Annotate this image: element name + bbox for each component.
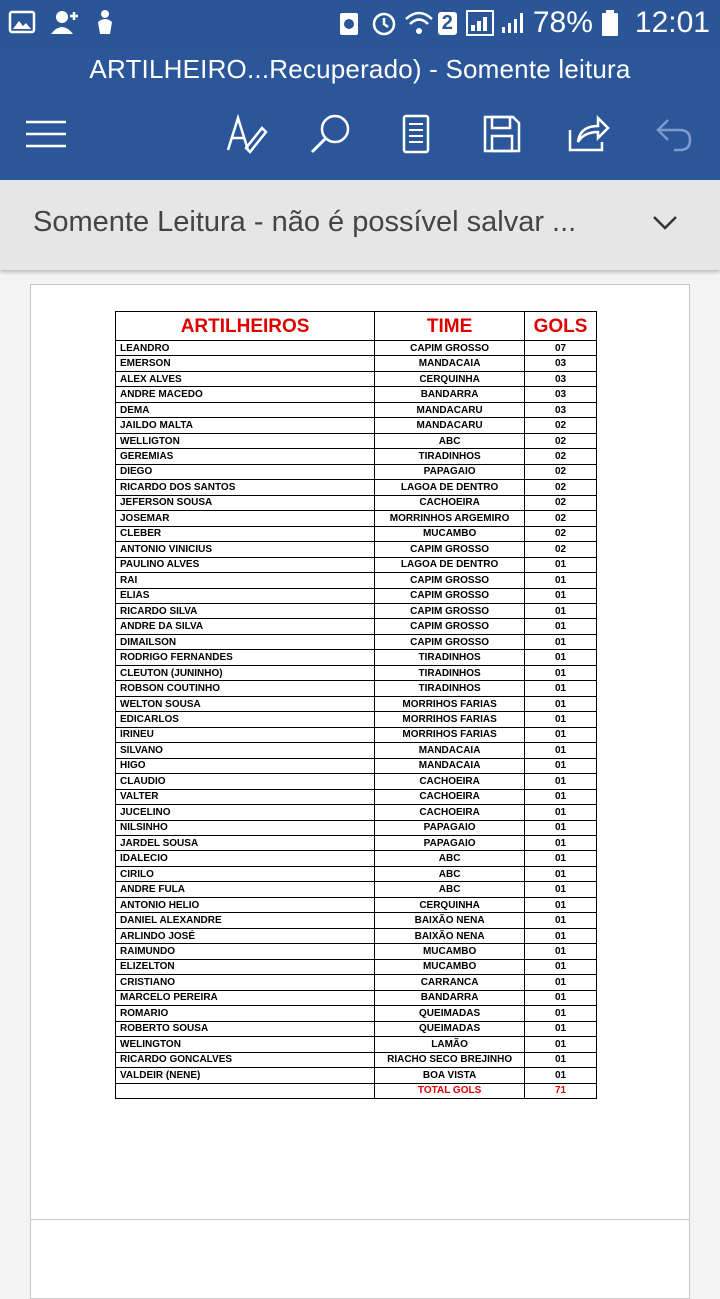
player-name: ROBSON COUTINHO [116,681,375,696]
table-row [116,990,597,1005]
table-row [116,402,597,417]
table-row [116,619,597,634]
player-name: CIRILO [116,866,375,881]
goal-count: 01 [525,1021,597,1036]
table-row [116,1052,597,1067]
player-name: DIMAILSON [116,634,375,649]
player-name: SILVANO [116,743,375,758]
table-row [116,650,597,665]
table-row [116,433,597,448]
player-name: RICARDO GONCALVES [116,1052,375,1067]
table-row [116,495,597,510]
goal-count: 01 [525,1052,597,1067]
goal-count: 01 [525,1006,597,1021]
table-row [116,665,597,680]
team-name: MUCAMBO [375,944,525,959]
table-row [116,603,597,618]
goal-count: 01 [525,897,597,912]
table-row [116,341,597,356]
table-row [116,464,597,479]
team-name: CACHOEIRA [375,495,525,510]
sim-badge: 2 [438,12,457,35]
banner-text: Somente Leitura - não é possível salvar ... [33,206,577,238]
team-name: PAPAGAIO [375,836,525,851]
player-name: PAULINO ALVES [116,557,375,572]
goal-count: 01 [525,836,597,851]
team-name: PAPAGAIO [375,464,525,479]
table-row [116,449,597,464]
team-name: LAGOA DE DENTRO [375,480,525,495]
goal-count: 02 [525,542,597,557]
document-title: ARTILHEIRO...Recuperado) - Somente leitura [89,54,631,84]
goal-count: 03 [525,387,597,402]
table-row [116,897,597,912]
goal-count: 02 [525,418,597,433]
player-name: ELIAS [116,588,375,603]
player-name: CRISTIANO [116,975,375,990]
table-row [116,1021,597,1036]
team-name: QUEIMADAS [375,1021,525,1036]
team-name: CERQUINHA [375,371,525,386]
signal-2-icon [499,9,525,37]
goal-count: 01 [525,1037,597,1052]
player-name: RODRIGO FERNANDES [116,650,375,665]
player-name: EMERSON [116,356,375,371]
table-row [116,866,597,881]
team-name: RIACHO SECO BREJINHO [375,1052,525,1067]
goal-count: 01 [525,650,597,665]
player-name: ANDRE FULA [116,882,375,897]
goal-count: 01 [525,743,597,758]
goal-count: 01 [525,928,597,943]
goal-count: 01 [525,913,597,928]
search-icon [308,112,352,156]
table-row [116,371,597,386]
player-name: ANDRE MACEDO [116,387,375,402]
player-name: CLEBER [116,526,375,541]
player-name: RICARDO DOS SANTOS [116,480,375,495]
header-scorers: ARTILHEIROS [116,312,375,341]
table-header-row [116,312,597,341]
team-name: CAPIM GROSSO [375,619,525,634]
recycle-icon [336,9,362,37]
table-row [116,975,597,990]
player-name: DANIEL ALEXANDRE [116,913,375,928]
team-name: CAPIM GROSSO [375,634,525,649]
empty-cell [116,1083,375,1098]
team-name: BAIXÃO NENA [375,928,525,943]
table-row [116,712,597,727]
table-row [116,418,597,433]
team-name: ABC [375,851,525,866]
table-row [116,727,597,742]
player-name: ANTONIO HELIO [116,897,375,912]
team-name: CACHOEIRA [375,774,525,789]
goal-count: 01 [525,696,597,711]
team-name: CAPIM GROSSO [375,341,525,356]
team-name: TIRADINHOS [375,449,525,464]
goal-count: 01 [525,820,597,835]
player-name: RICARDO SILVA [116,603,375,618]
goal-count: 01 [525,805,597,820]
goal-count: 02 [525,449,597,464]
team-name: ABC [375,882,525,897]
team-name: CAPIM GROSSO [375,603,525,618]
battery-icon [601,9,627,37]
team-name: CERQUINHA [375,897,525,912]
goal-count: 07 [525,341,597,356]
draw-button[interactable] [222,110,270,158]
undo-button[interactable] [650,110,698,158]
team-name: CACHOEIRA [375,805,525,820]
player-name: WELLIGTON [116,433,375,448]
team-name: LAGOA DE DENTRO [375,557,525,572]
player-name: LEANDRO [116,341,375,356]
usb-debug-icon [92,8,120,38]
player-name: WELTON SOUSA [116,696,375,711]
goal-count: 01 [525,990,597,1005]
table-row [116,557,597,572]
goal-count: 01 [525,588,597,603]
team-name: MANDACAIA [375,356,525,371]
team-name: MORRIHOS FARIAS [375,727,525,742]
table-row [116,542,597,557]
draw-pen-icon [224,112,268,156]
player-name: IRINEU [116,727,375,742]
team-name: BANDARRA [375,990,525,1005]
mobile-view-icon [401,114,431,154]
table-row [116,1068,597,1083]
player-name: VALDEIR (NENE) [116,1068,375,1083]
table-row [116,774,597,789]
team-name: MANDACARU [375,418,525,433]
team-name: LAMÃO [375,1037,525,1052]
table-row [116,356,597,371]
goal-count: 01 [525,665,597,680]
scorers-table [115,311,597,1099]
player-name: ANTONIO VINICIUS [116,542,375,557]
player-name: JOSEMAR [116,511,375,526]
player-name: JUCELINO [116,805,375,820]
team-name: CAPIM GROSSO [375,542,525,557]
player-name: RAI [116,573,375,588]
player-name: GEREMIAS [116,449,375,464]
table-row [116,1037,597,1052]
table-row [116,634,597,649]
goal-count: 02 [525,464,597,479]
player-name: ANDRE DA SILVA [116,619,375,634]
player-name: HIGO [116,758,375,773]
table-row [116,789,597,804]
table-row [116,480,597,495]
goal-count: 01 [525,758,597,773]
player-name: JARDEL SOUSA [116,836,375,851]
team-name: TIRADINHOS [375,650,525,665]
goal-count: 01 [525,975,597,990]
player-name: JEFERSON SOUSA [116,495,375,510]
gallery-icon [8,8,36,38]
battery-percent: 78% [532,6,593,39]
player-name: JAILDO MALTA [116,418,375,433]
total-label: TOTAL GOLS [375,1083,525,1098]
player-name: ROMARIO [116,1006,375,1021]
team-name: BANDARRA [375,387,525,402]
table-row [116,681,597,696]
team-name: BOA VISTA [375,1068,525,1083]
goal-count: 01 [525,959,597,974]
save-icon [482,114,522,154]
goal-count: 01 [525,866,597,881]
player-name: ELIZELTON [116,959,375,974]
table-row [116,882,597,897]
team-name: QUEIMADAS [375,1006,525,1021]
player-name: RAIMUNDO [116,944,375,959]
table-row [116,820,597,835]
goal-count: 01 [525,712,597,727]
table-row [116,913,597,928]
team-name: MANDACAIA [375,758,525,773]
table-row [116,928,597,943]
document-page-next [30,1219,690,1299]
goal-count: 01 [525,882,597,897]
wifi-icon [404,9,430,37]
table-row [116,696,597,711]
player-name: ROBERTO SOUSA [116,1021,375,1036]
goal-count: 01 [525,619,597,634]
team-name: MORRINHOS ARGEMIRO [375,511,525,526]
team-name: CAPIM GROSSO [375,573,525,588]
team-name: TIRADINHOS [375,681,525,696]
team-name: CARRANCA [375,975,525,990]
goal-count: 02 [525,480,597,495]
team-name: ABC [375,433,525,448]
undo-icon [654,114,694,154]
save-button[interactable] [478,110,526,158]
goal-count: 03 [525,371,597,386]
player-name: VALTER [116,789,375,804]
player-name: NILSINHO [116,820,375,835]
add-contact-icon [50,8,78,38]
goal-count: 01 [525,851,597,866]
header-team: TIME [375,312,525,341]
clock: 12:01 [634,6,710,39]
alarm-icon [370,9,396,37]
goal-count: 01 [525,944,597,959]
goal-count: 02 [525,511,597,526]
team-name: ABC [375,866,525,881]
goal-count: 01 [525,1068,597,1083]
goal-count: 01 [525,557,597,572]
goal-count: 02 [525,495,597,510]
search-button[interactable] [306,110,354,158]
table-row [116,805,597,820]
table-row [116,959,597,974]
total-row [116,1083,597,1098]
team-name: MUCAMBO [375,526,525,541]
goal-count: 02 [525,433,597,448]
header-goals: GOLS [525,312,597,341]
read-only-banner[interactable] [0,180,720,270]
player-name: ARLINDO JOSÉ [116,928,375,943]
goal-count: 03 [525,356,597,371]
table-row [116,588,597,603]
goal-count: 01 [525,603,597,618]
table-row [116,944,597,959]
team-name: MANDACAIA [375,743,525,758]
player-name: CLEUTON (JUNINHO) [116,665,375,680]
team-name: BAIXÃO NENA [375,913,525,928]
player-name: MARCELO PEREIRA [116,990,375,1005]
table-row [116,836,597,851]
team-name: MORRIHOS FARIAS [375,712,525,727]
player-name: ALEX ALVES [116,371,375,386]
team-name: PAPAGAIO [375,820,525,835]
share-button[interactable] [564,110,612,158]
team-name: MORRIHOS FARIAS [375,696,525,711]
chevron-down-icon[interactable] [650,207,680,237]
player-name: DIEGO [116,464,375,479]
status-bar [0,0,720,48]
menu-icon [24,119,68,149]
table-row [116,743,597,758]
goal-count: 01 [525,774,597,789]
table-row [116,387,597,402]
goal-count: 01 [525,681,597,696]
goal-count: 01 [525,727,597,742]
player-name: EDICARLOS [116,712,375,727]
mobile-view-button[interactable] [392,110,440,158]
player-name: DEMA [116,402,375,417]
player-name: IDALECIO [116,851,375,866]
goal-count: 03 [525,402,597,417]
table-row [116,758,597,773]
signal-icon [465,9,491,37]
team-name: CAPIM GROSSO [375,588,525,603]
table-row [116,851,597,866]
table-row [116,573,597,588]
table-row [116,1006,597,1021]
goal-count: 01 [525,789,597,804]
team-name: CACHOEIRA [375,789,525,804]
player-name: CLAUDIO [116,774,375,789]
app-bar [0,48,720,180]
goal-count: 01 [525,573,597,588]
player-name: WELINGTON [116,1037,375,1052]
menu-button[interactable] [22,110,70,158]
goal-count: 02 [525,526,597,541]
table-row [116,526,597,541]
total-value: 71 [525,1083,597,1098]
team-name: TIRADINHOS [375,665,525,680]
goal-count: 01 [525,634,597,649]
share-icon [566,114,610,154]
team-name: MUCAMBO [375,959,525,974]
table-row [116,511,597,526]
team-name: MANDACARU [375,402,525,417]
